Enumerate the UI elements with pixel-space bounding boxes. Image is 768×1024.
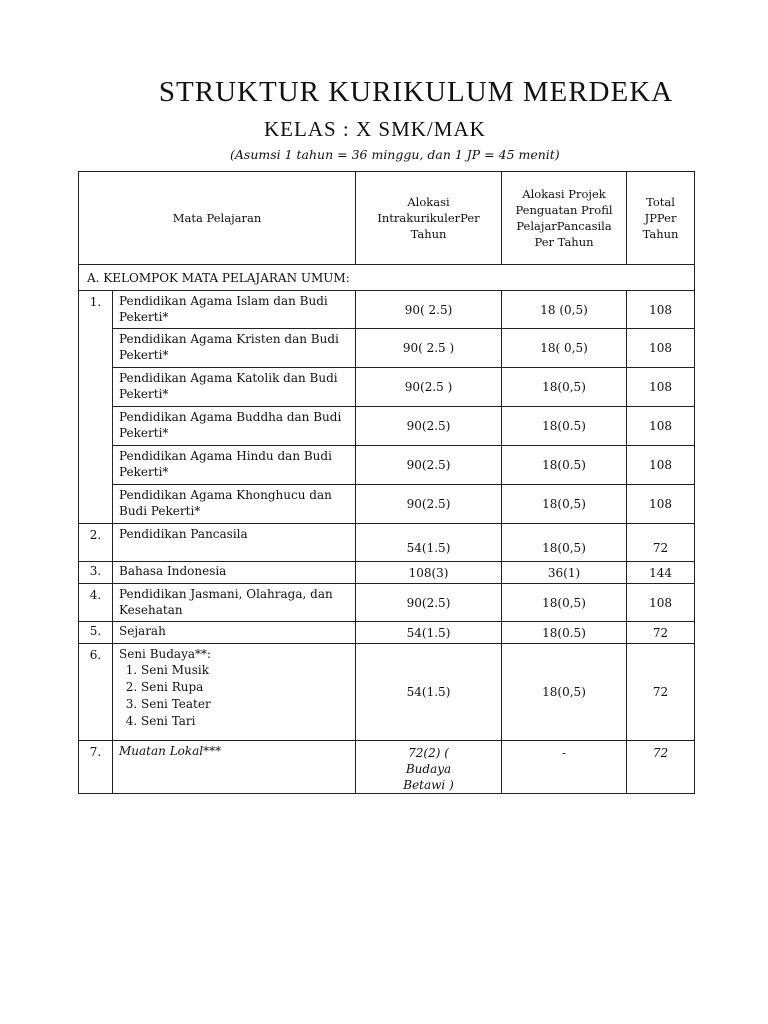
- group-a-row: [79, 265, 695, 291]
- header-alokasi-projek: Alokasi Projek Penguatan Profil PelajarPancasila Per Tahun: [502, 172, 627, 265]
- projek-value: 18 (0,5): [502, 291, 627, 329]
- projek-value: -: [502, 741, 627, 794]
- table-row: [79, 446, 695, 485]
- header-total-jp: Total JPPer Tahun: [627, 172, 695, 265]
- projek-value: 18( 0,5): [502, 329, 627, 368]
- subject-name: Pendidikan Agama Kristen dan Budi Pekerti*: [113, 329, 356, 368]
- table-row: [79, 562, 695, 584]
- table-row: [79, 329, 695, 368]
- row-number: 1.: [79, 291, 113, 329]
- list-item: 4. Seni Tari: [141, 713, 349, 730]
- row-number: 5.: [79, 622, 113, 644]
- total-value: 72: [627, 524, 695, 562]
- projek-value: 18(0.5): [502, 622, 627, 644]
- table-row: [79, 644, 695, 741]
- intra-value: 90(2.5): [356, 446, 502, 485]
- seni-budaya-list: [119, 662, 349, 730]
- total-value: 72: [627, 644, 695, 741]
- list-item: 3. Seni Teater: [141, 696, 349, 713]
- subject-name: Pendidikan Pancasila: [113, 524, 356, 562]
- table-header-row: [79, 172, 695, 265]
- total-value: 108: [627, 584, 695, 622]
- intra-value: 90(2.5): [356, 584, 502, 622]
- group-a-label: A. KELOMPOK MATA PELAJARAN UMUM:: [79, 265, 695, 291]
- total-value: 108: [627, 368, 695, 407]
- projek-value: 18(0,5): [502, 644, 627, 741]
- subject-name: Pendidikan Agama Buddha dan Budi Pekerti*: [113, 407, 356, 446]
- subject-name: Pendidikan Agama Khonghucu dan Budi Pekerti*: [113, 485, 356, 524]
- intra-value: 90( 2.5): [356, 291, 502, 329]
- total-value: 108: [627, 485, 695, 524]
- table-row: [79, 622, 695, 644]
- intra-value: 54(1.5): [356, 524, 502, 562]
- page-title: STRUKTUR KURIKULUM MERDEKA: [158, 76, 674, 108]
- subject-name: Pendidikan Agama Islam dan Budi Pekerti*: [113, 291, 356, 329]
- subject-name: Bahasa Indonesia: [113, 562, 356, 584]
- list-item: 1. Seni Musik: [141, 662, 349, 679]
- total-value: 108: [627, 291, 695, 329]
- total-value: 72: [627, 741, 695, 794]
- assumption-note: (Asumsi 1 tahun = 36 minggu, dan 1 JP = 45 menit): [230, 147, 560, 162]
- intra-value: 90(2.5 ): [356, 368, 502, 407]
- table-row: [79, 584, 695, 622]
- row-number: 3.: [79, 562, 113, 584]
- total-value: 72: [627, 622, 695, 644]
- table-row: [79, 291, 695, 329]
- projek-value: 36(1): [502, 562, 627, 584]
- intra-value: 90(2.5): [356, 407, 502, 446]
- intra-value: 54(1.5): [356, 644, 502, 741]
- intra-value: 72(2) ( Budaya Betawi ): [356, 741, 502, 794]
- intra-value: 90( 2.5 ): [356, 329, 502, 368]
- row-number: 6.: [79, 644, 113, 741]
- total-value: 108: [627, 446, 695, 485]
- row-number: 2.: [79, 524, 113, 562]
- row-number: 4.: [79, 584, 113, 622]
- subject-name: [113, 644, 356, 741]
- intra-value: 54(1.5): [356, 622, 502, 644]
- table-row: [79, 485, 695, 524]
- curriculum-table: [78, 171, 695, 794]
- projek-value: 18(0,5): [502, 485, 627, 524]
- projek-value: 18(0,5): [502, 368, 627, 407]
- list-item: 2. Seni Rupa: [141, 679, 349, 696]
- header-mata-pelajaran: Mata Pelajaran: [79, 172, 356, 265]
- subject-name: Pendidikan Jasmani, Olahraga, dan Kesehatan: [113, 584, 356, 622]
- total-value: 108: [627, 329, 695, 368]
- subject-name: Sejarah: [113, 622, 356, 644]
- projek-value: 18(0,5): [502, 584, 627, 622]
- class-subtitle: KELAS : X SMK/MAK: [264, 117, 486, 141]
- table-row: [79, 741, 695, 794]
- row-number: 7.: [79, 741, 113, 794]
- total-value: 144: [627, 562, 695, 584]
- projek-value: 18(0.5): [502, 446, 627, 485]
- projek-value: 18(0.5): [502, 407, 627, 446]
- subject-name: Pendidikan Agama Hindu dan Budi Pekerti*: [113, 446, 356, 485]
- table-row: [79, 368, 695, 407]
- table-row: [79, 407, 695, 446]
- intra-value: 90(2.5): [356, 485, 502, 524]
- projek-value: 18(0,5): [502, 524, 627, 562]
- table-row: [79, 524, 695, 562]
- total-value: 108: [627, 407, 695, 446]
- intra-value: 108(3): [356, 562, 502, 584]
- subject-group-label: Seni Budaya**:: [119, 647, 212, 661]
- header-alokasi-intrakurikuler: Alokasi IntrakurikulerPer Tahun: [356, 172, 502, 265]
- subject-name: Pendidikan Agama Katolik dan Budi Pekerti*: [113, 368, 356, 407]
- subject-name: Muatan Lokal***: [113, 741, 356, 794]
